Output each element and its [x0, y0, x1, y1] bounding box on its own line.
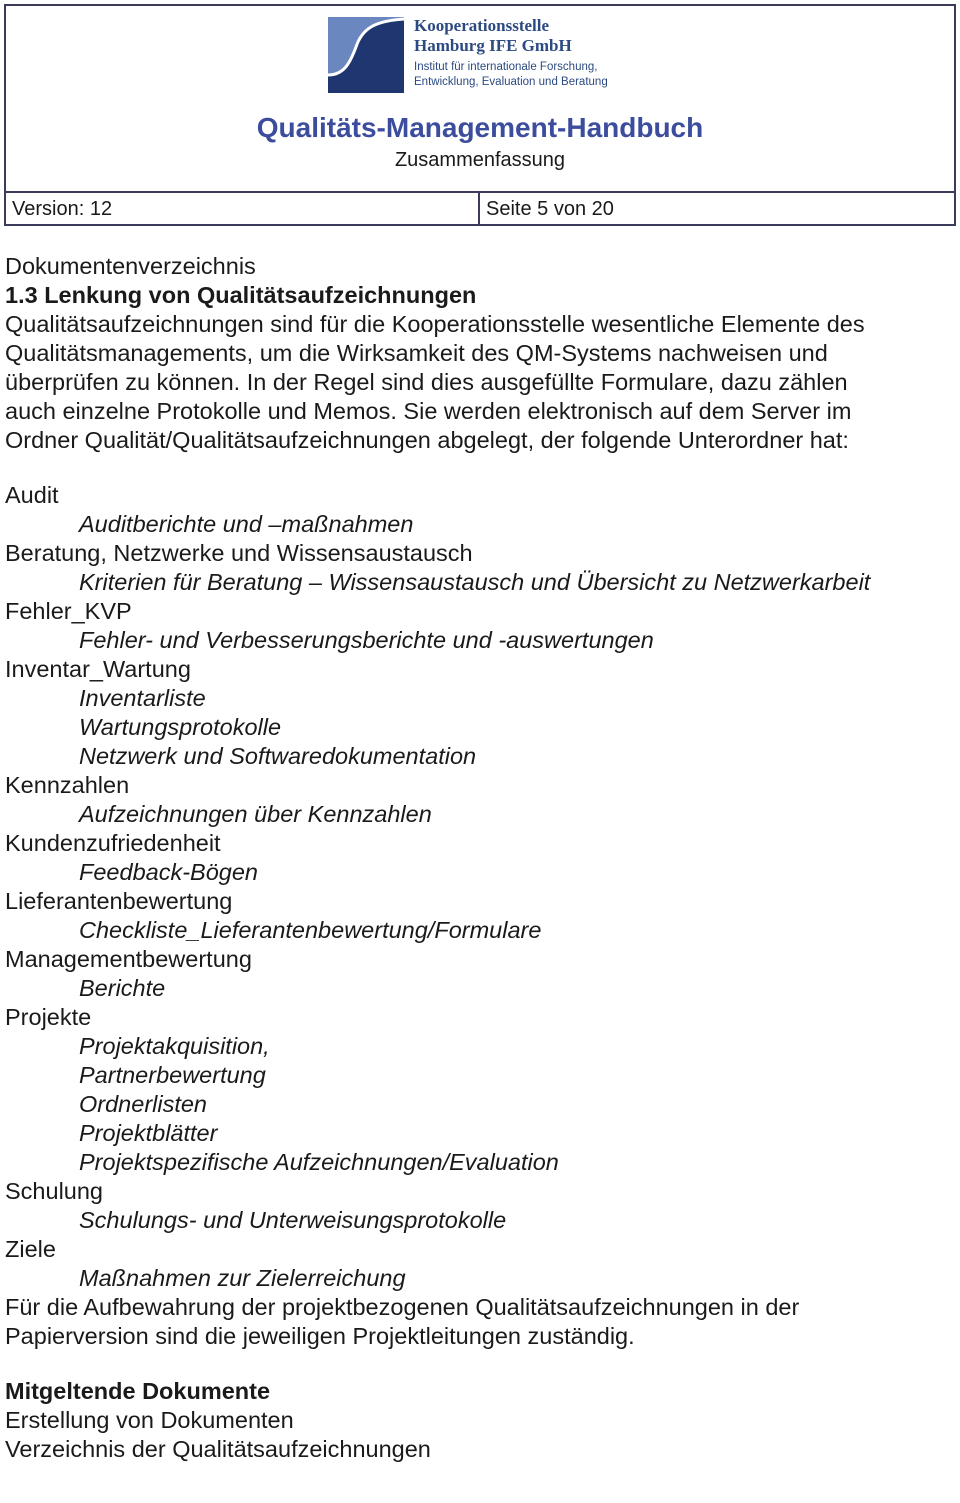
folder-item: Checkliste_Lieferantenbewertung/Formulare: [79, 917, 542, 943]
intro-line: auch einzelne Protokolle und Memos. Sie werden elektronisch auf dem Server im: [5, 398, 852, 424]
folder-item: Wartungsprotokolle: [79, 714, 282, 740]
folder-item: Ordnerlisten: [79, 1091, 207, 1117]
closing-line: Für die Aufbewahrung der projektbezogenen Qualitätsaufzeichnungen in der: [5, 1294, 800, 1320]
folder-list: [5, 481, 945, 1293]
section-heading: 1.3 Lenkung von Qualitätsaufzeichnungen: [5, 282, 477, 308]
logo-org-line1: Kooperationsstelle: [414, 16, 550, 35]
folder-name: Ziele: [5, 1236, 56, 1262]
folder-name: Kundenzufriedenheit: [5, 830, 221, 856]
closing-line: Papierversion sind die jeweiligen Projektleitungen zuständig.: [5, 1323, 635, 1349]
ife-logo-icon: [328, 17, 404, 93]
intro-line: Qualitätsaufzeichnungen sind für die Kooperationsstelle wesentliche Elemente des: [5, 311, 865, 337]
intro-line: Ordner Qualität/Qualitätsaufzeichnungen abgelegt, der folgende Unterordner hat:: [5, 427, 849, 453]
folder-name: Beratung, Netzwerke und Wissensaustausch: [5, 540, 473, 566]
folder-name: Kennzahlen: [5, 772, 130, 798]
document-body: [5, 252, 945, 1464]
intro-line: Qualitätsmanagements, um die Wirksamkeit des QM-Systems nachweisen und: [5, 340, 828, 366]
document-header: [4, 4, 956, 226]
intro-line: überprüfen zu können. In der Regel sind dies ausgefüllte Formulare, dazu zählen: [5, 369, 848, 395]
folder-item: Projektspezifische Aufzeichnungen/Evaluation: [79, 1149, 559, 1175]
header-meta-row: [6, 193, 954, 226]
logo-sub-line1: Institut für internationale Forschung,: [414, 61, 598, 73]
page-number: Seite 5 von 20: [486, 198, 614, 220]
logo-text: [414, 16, 674, 90]
folder-item: Schulungs- und Unterweisungsprotokolle: [79, 1207, 507, 1233]
folder-item: Auditberichte und –maßnahmen: [79, 511, 414, 537]
folder-name: Managementbewertung: [5, 946, 252, 972]
folder-name: Lieferantenbewertung: [5, 888, 233, 914]
folder-item: Inventarliste: [79, 685, 206, 711]
document-title: Qualitäts-Management-Handbuch: [256, 112, 704, 143]
related-doc-link[interactable]: Verzeichnis der Qualitätsaufzeichnungen: [5, 1436, 431, 1462]
related-doc-link[interactable]: Erstellung von Dokumenten: [5, 1407, 294, 1433]
folder-name: Projekte: [5, 1004, 92, 1030]
folder-item: Kriterien für Beratung – Wissensaustausch und Übersicht zu Netzwerkarbeit: [79, 569, 871, 595]
folder-item: Berichte: [79, 975, 166, 1001]
version-label: Version: 12: [6, 193, 480, 226]
folder-item: Partnerbewertung: [79, 1062, 266, 1088]
folder-item: Netzwerk und Softwaredokumentation: [79, 743, 477, 769]
folder-item: Fehler- und Verbesserungsberichte und -auswertungen: [79, 627, 654, 653]
toc-link[interactable]: Dokumentenverzeichnis: [5, 253, 256, 279]
folder-item: Projektblätter: [79, 1120, 218, 1146]
intro-paragraph: [5, 310, 945, 455]
logo-org-line2: Hamburg IFE GmbH: [414, 36, 572, 55]
related-docs-list: [5, 1406, 945, 1464]
header-title-area: [6, 6, 954, 193]
document-subtitle: Zusammenfassung: [394, 149, 566, 171]
folder-name: Schulung: [5, 1178, 103, 1204]
folder-item: Aufzeichnungen über Kennzahlen: [79, 801, 432, 827]
folder-name: Audit: [5, 482, 59, 508]
closing-paragraph: [5, 1293, 945, 1351]
logo-sub-line2: Entwicklung, Evaluation und Beratung: [414, 76, 608, 88]
folder-name: Fehler_KVP: [5, 598, 132, 624]
folder-item: Feedback-Bögen: [79, 859, 258, 885]
related-docs-heading: Mitgeltende Dokumente: [5, 1378, 271, 1404]
folder-item: Maßnahmen zur Zielerreichung: [79, 1265, 406, 1291]
folder-name: Inventar_Wartung: [5, 656, 191, 682]
folder-item: Projektakquisition,: [79, 1033, 270, 1059]
